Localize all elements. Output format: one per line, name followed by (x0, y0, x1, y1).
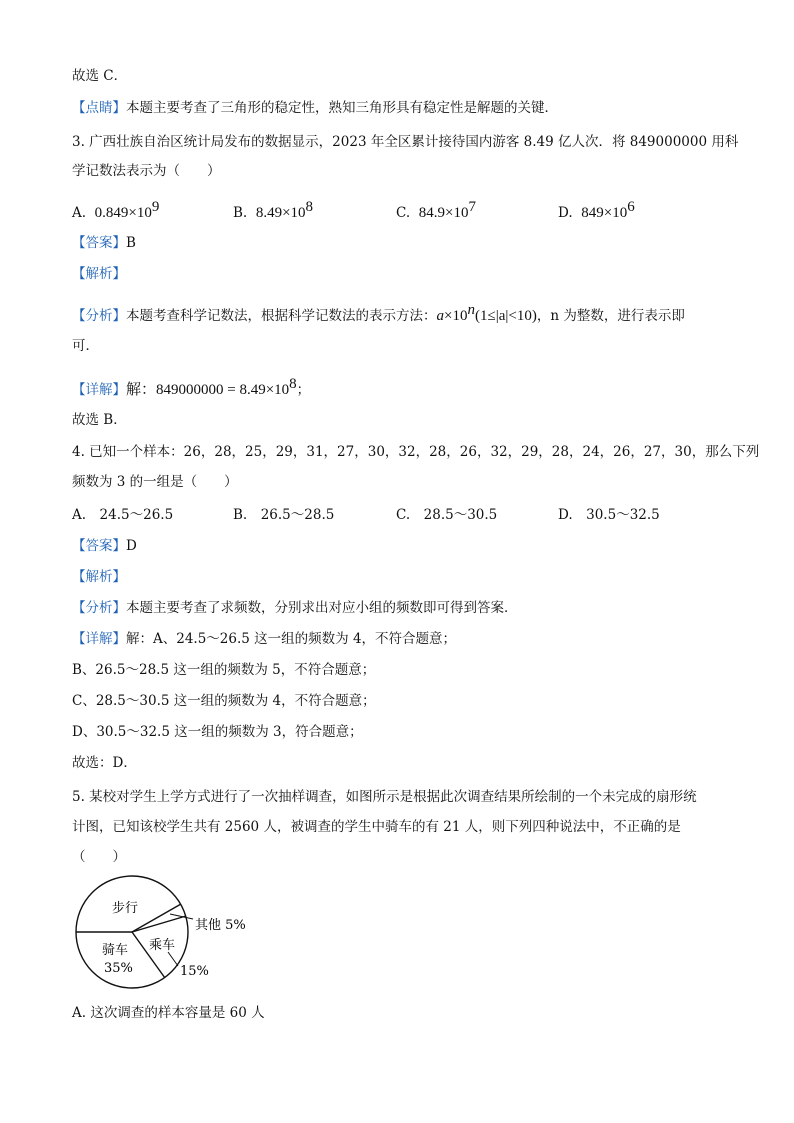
q3-answer (72, 233, 136, 253)
q3-stem-line2: 学记数法表示为（ ） (72, 163, 221, 179)
q2-comment (72, 98, 558, 118)
q3-option-d: D. $849\times 10^6$ (558, 199, 635, 221)
q4-fenxi: 【分析】本题主要考查了求频数，分别求出对应小组的频数即可得到答案． (72, 600, 518, 616)
pie-chart (60, 870, 280, 990)
q3-option-b: B. $8.49\times 10^8$ (233, 199, 314, 221)
q3-conclusion: 故选 B． (72, 412, 127, 428)
q4-item-d: D、30.5～32.5 这一组的频数为 3，符合题意； (72, 724, 363, 740)
q4-conclusion: 故选：D． (72, 755, 137, 771)
q4-item-b: B、26.5～28.5 这一组的频数为 5，不符合题意； (72, 662, 376, 678)
q3-option-a: A. $0.849\times 10^9$ (72, 199, 160, 221)
slice-label-walk: 步行 (112, 901, 139, 916)
q4-stem-line1: 4. 已知一个样本：26，28，25，29，31，27，30，32，28，26，32，29，28，24，26，27，30，那么下列 (72, 444, 760, 460)
q5-stem-line2: 计图，已知该校学生共有 2560 人，被调查的学生中骑车的有 21 人，则下列四种说法中，不正确的是 (72, 819, 681, 835)
q4-option-c: C. 28.5～30.5 (396, 507, 498, 523)
fenxi-tag: 【分析】 (72, 600, 126, 616)
q3-stem-line1: 3. 广西壮族自治区统计局发布的数据显示，2023 年全区累计接待国内游客 8.49 亿人次．将 849000000 用科 (72, 134, 739, 150)
slice-label-bike: 骑车 (102, 943, 129, 958)
answer-value: D (126, 538, 137, 554)
slice-label-bus-pct: 15% (180, 964, 209, 979)
pie-divider-chengqita (132, 916, 186, 932)
leader-line-15 (168, 952, 178, 966)
q3-fenxi: 【分析】本题考查科学记数法，根据科学记数法的表示方法：$a\times 10^n(1\le|a|<10)$，n 为整数，进行表示即 (72, 302, 685, 324)
xiangjie-tag: 【详解】 (72, 382, 126, 398)
slice-label-other: 其他 5% (195, 918, 246, 933)
q3-fenxi-line2: 可． (72, 338, 99, 354)
q4-option-b: B. 26.5～28.5 (233, 507, 335, 523)
q4-item-c: C、28.5～30.5 这一组的频数为 4，不符合题意； (72, 693, 376, 709)
q2-conclusion: 故选 C． (72, 68, 128, 84)
fenxi-tag: 【分析】 (72, 308, 126, 324)
slice-label-bike-pct: 35% (104, 961, 133, 976)
q4-xiangjie: 【详解】解：A、24.5～26.5 这一组的频数为 4，不符合题意； (72, 631, 457, 647)
answer-value: B (126, 235, 136, 251)
q2-comment-text: 本题主要考查了三角形的稳定性，熟知三角形具有稳定性是解题的关键． (126, 100, 558, 116)
q5-stem-line3: （ ） (72, 849, 126, 865)
q4-stem-line2: 频数为 3 的一组是（ ） (72, 474, 238, 490)
q3-analysis-tag: 【解析】 (72, 266, 126, 282)
slice-label-bus: 乘车 (149, 938, 176, 953)
q5-stem-line1: 5. 某校对学生上学方式进行了一次抽样调查，如图所示是根据此次调查结果所绘制的一个未完成的扇形统 (72, 789, 697, 805)
leader-line-other (170, 914, 193, 919)
q5-option-a: A. 这次调查的样本容量是 60 人 (72, 1005, 265, 1021)
q3-xiangjie: 【详解】解：$849000000 = 8.49\times 10^8$； (72, 376, 311, 398)
q3-option-c: C. $84.9\times 10^7$ (396, 199, 476, 221)
answer-tag: 【答案】 (72, 235, 126, 251)
xiangjie-tag: 【详解】 (72, 631, 126, 647)
q4-option-a: A. 24.5～26.5 (72, 507, 174, 523)
q4-answer (72, 536, 137, 556)
q4-option-d: D. 30.5～32.5 (558, 507, 660, 523)
answer-tag: 【答案】 (72, 538, 126, 554)
pie-divider-qita-top (132, 904, 181, 932)
dianjing-tag: 【点睛】 (72, 100, 126, 116)
q4-analysis-tag: 【解析】 (72, 569, 126, 585)
